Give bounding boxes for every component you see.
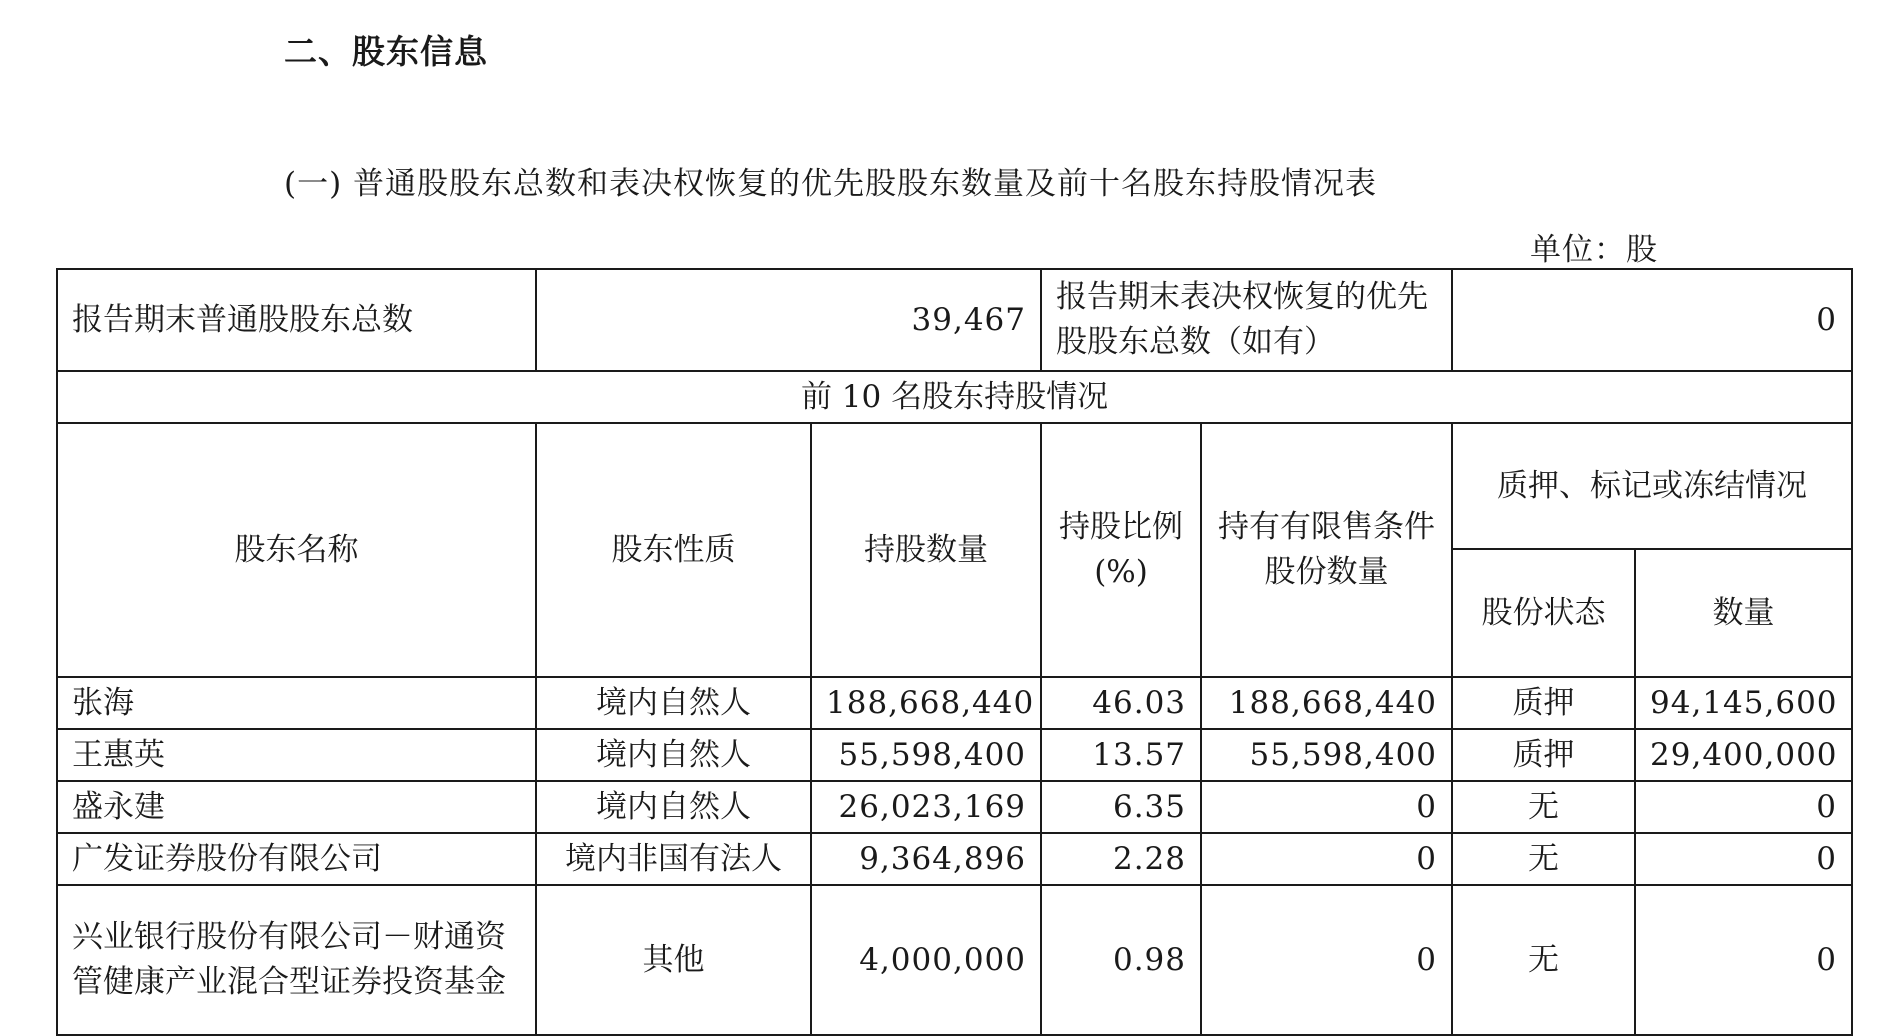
holder-shares: 9,364,896 bbox=[811, 833, 1041, 885]
table-title: (一) 普通股股东总数和表决权恢复的优先股股东数量及前十名股东持股情况表 bbox=[284, 166, 1378, 202]
shareholder-table bbox=[56, 268, 1853, 1036]
unit-label: 单位：股 bbox=[1530, 232, 1658, 268]
holder-pledge-status: 无 bbox=[1452, 885, 1635, 1035]
holder-pledge-qty: 29,400,000 bbox=[1635, 729, 1852, 781]
table-row bbox=[57, 833, 1852, 885]
holder-shares: 4,000,000 bbox=[811, 885, 1041, 1035]
holder-pledge-qty: 0 bbox=[1635, 885, 1852, 1035]
holder-nature: 其他 bbox=[536, 885, 811, 1035]
holder-pledge-qty: 94,145,600 bbox=[1635, 677, 1852, 729]
col-header-name: 股东名称 bbox=[57, 423, 536, 677]
holder-restricted: 0 bbox=[1201, 781, 1452, 833]
holder-name: 王惠英 bbox=[57, 729, 536, 781]
table-row bbox=[57, 781, 1852, 833]
holder-pledge-status: 质押 bbox=[1452, 729, 1635, 781]
holder-ratio: 0.98 bbox=[1041, 885, 1201, 1035]
holder-pledge-qty: 0 bbox=[1635, 781, 1852, 833]
holder-name: 盛永建 bbox=[57, 781, 536, 833]
holder-shares: 188,668,440 bbox=[811, 677, 1041, 729]
holder-nature: 境内自然人 bbox=[536, 677, 811, 729]
holder-nature: 境内自然人 bbox=[536, 729, 811, 781]
holder-shares: 26,023,169 bbox=[811, 781, 1041, 833]
table-row bbox=[57, 885, 1852, 1035]
holder-restricted: 0 bbox=[1201, 885, 1452, 1035]
holder-restricted: 55,598,400 bbox=[1201, 729, 1452, 781]
col-header-pledge-qty: 数量 bbox=[1635, 549, 1852, 677]
holder-name: 兴业银行股份有限公司－财通资管健康产业混合型证券投资基金 bbox=[57, 885, 536, 1035]
holder-pledge-status: 无 bbox=[1452, 781, 1635, 833]
col-header-restricted: 持有有限售条件股份数量 bbox=[1201, 423, 1452, 677]
holder-shares: 55,598,400 bbox=[811, 729, 1041, 781]
col-header-shares: 持股数量 bbox=[811, 423, 1041, 677]
col-header-nature: 股东性质 bbox=[536, 423, 811, 677]
col-header-pledge-group: 质押、标记或冻结情况 bbox=[1452, 423, 1852, 549]
col-header-pledge-status: 股份状态 bbox=[1452, 549, 1635, 677]
header-row bbox=[57, 423, 1852, 549]
section-heading: 二、股东信息 bbox=[284, 32, 488, 71]
preferred-holders-value: 0 bbox=[1452, 269, 1852, 371]
holder-name: 张海 bbox=[57, 677, 536, 729]
common-holders-label: 报告期末普通股股东总数 bbox=[57, 269, 536, 371]
top10-caption-row bbox=[57, 371, 1852, 423]
holder-ratio: 46.03 bbox=[1041, 677, 1201, 729]
holder-ratio: 6.35 bbox=[1041, 781, 1201, 833]
holder-nature: 境内自然人 bbox=[536, 781, 811, 833]
table-row bbox=[57, 677, 1852, 729]
summary-row bbox=[57, 269, 1852, 371]
col-header-ratio: 持股比例(%) bbox=[1041, 423, 1201, 677]
common-holders-value: 39,467 bbox=[536, 269, 1041, 371]
holder-restricted: 188,668,440 bbox=[1201, 677, 1452, 729]
table-row bbox=[57, 729, 1852, 781]
preferred-holders-label: 报告期末表决权恢复的优先股股东总数（如有） bbox=[1041, 269, 1452, 371]
holder-pledge-status: 质押 bbox=[1452, 677, 1635, 729]
holder-pledge-qty: 0 bbox=[1635, 833, 1852, 885]
holder-restricted: 0 bbox=[1201, 833, 1452, 885]
holder-name: 广发证券股份有限公司 bbox=[57, 833, 536, 885]
holder-nature: 境内非国有法人 bbox=[536, 833, 811, 885]
holder-ratio: 13.57 bbox=[1041, 729, 1201, 781]
top10-caption: 前 10 名股东持股情况 bbox=[57, 371, 1852, 423]
holder-pledge-status: 无 bbox=[1452, 833, 1635, 885]
holder-ratio: 2.28 bbox=[1041, 833, 1201, 885]
